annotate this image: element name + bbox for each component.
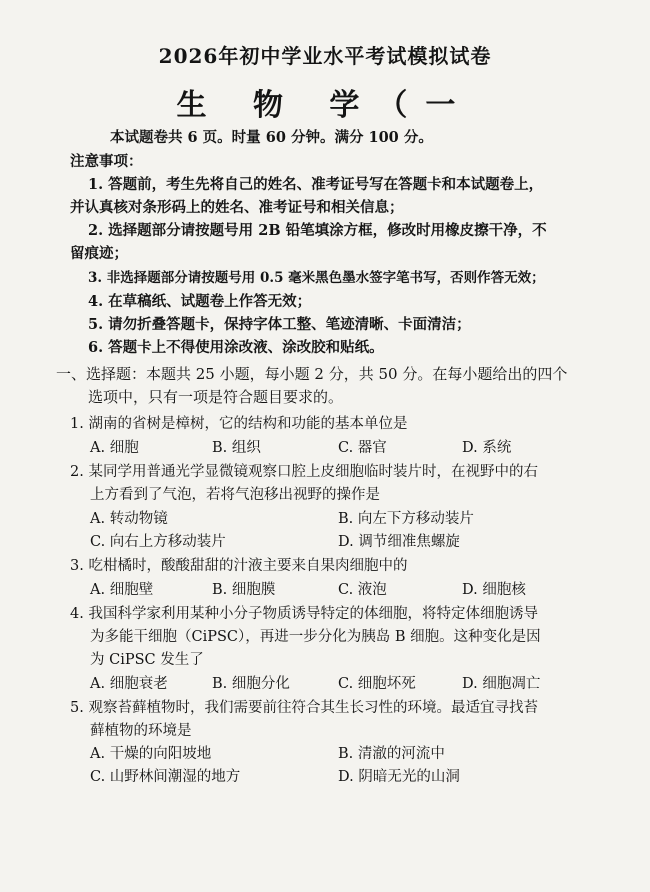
question-stem: 上方看到了气泡，若将气泡移出视野的操作是 <box>90 487 380 503</box>
question-stem: 藓植物的环境是 <box>90 723 192 739</box>
option: A. 细胞壁 <box>90 582 154 598</box>
option: D. 调节细准焦螺旋 <box>338 534 460 550</box>
question-stem: 1. 湖南的省树是樟树，它的结构和功能的基本单位是 <box>70 416 408 432</box>
notice-heading: 注意事项： <box>70 153 143 170</box>
option: B. 细胞分化 <box>212 676 290 692</box>
option: D. 系统 <box>462 440 512 456</box>
option: A. 转动物镜 <box>90 511 168 527</box>
option: C. 器官 <box>338 440 387 456</box>
exam-title: 2026年初中学业水平考试模拟试卷 <box>158 44 492 68</box>
option: C. 细胞坏死 <box>338 676 416 692</box>
notice-line: 1. 答题前，考生先将自己的姓名、准考证号写在答题卡和本试题卷上， <box>88 176 544 193</box>
option: B. 清澈的河流中 <box>338 746 445 762</box>
question-stem: 3. 吃柑橘时，酸酸甜甜的汁液主要来自果肉细胞中的 <box>70 558 408 574</box>
notice-line: 并认真核对条形码上的姓名、准考证号和相关信息； <box>70 199 404 216</box>
option: B. 组织 <box>212 440 261 456</box>
option: A. 细胞 <box>90 440 139 456</box>
option: C. 液泡 <box>338 582 387 598</box>
section-heading: 一、选择题：本题共 25 小题，每小题 2 分，共 50 分。在每小题给出的四个 <box>56 365 568 383</box>
subject-title: 生 物 学（一 <box>176 88 474 123</box>
option: D. 阴暗无光的山洞 <box>338 769 460 785</box>
question-stem: 为 CiPSC 发生了 <box>90 652 204 668</box>
option: D. 细胞凋亡 <box>462 676 541 692</box>
notice-line: 5. 请勿折叠答题卡，保持字体工整、笔迹清晰、卡面清洁； <box>88 316 471 333</box>
exam-info: 本试题卷共 6 页。时量 60 分钟。满分 100 分。 <box>110 129 433 146</box>
question-stem: 为多能干细胞（CiPSC），再进一步分化为胰岛 B 细胞。这种变化是因 <box>90 629 541 645</box>
option: A. 细胞衰老 <box>90 676 168 692</box>
question-stem: 2. 某同学用普通光学显微镜观察口腔上皮细胞临时装片时，在视野中的右 <box>70 464 538 480</box>
notice-line: 2. 选择题部分请按题号用 2B 铅笔填涂方框，修改时用橡皮擦干净，不 <box>88 222 547 239</box>
notice-line: 4. 在草稿纸、试题卷上作答无效； <box>88 293 312 310</box>
question-stem: 4. 我国科学家利用某种小分子物质诱导特定的体细胞，将特定体细胞诱导 <box>70 606 538 622</box>
option: B. 向左下方移动装片 <box>338 511 474 527</box>
option: B. 细胞膜 <box>212 582 276 598</box>
question-stem: 5. 观察苔藓植物时，我们需要前往符合其生长习性的环境。最适宜寻找苔 <box>70 700 538 716</box>
section-heading: 选项中，只有一项是符合题目要求的。 <box>88 388 344 406</box>
notice-line: 6. 答题卡上不得使用涂改液、涂改胶和贴纸。 <box>88 339 384 356</box>
notice-line: 3. 非选择题部分请按题号用 0.5 毫米黑色墨水签字笔书写，否则作答无效； <box>88 270 545 286</box>
notice-line: 留痕迹； <box>70 245 128 262</box>
option: C. 向右上方移动装片 <box>90 534 226 550</box>
option: C. 山野林间潮湿的地方 <box>90 769 241 785</box>
option: D. 细胞核 <box>462 582 526 598</box>
option: A. 干燥的向阳坡地 <box>90 746 212 762</box>
